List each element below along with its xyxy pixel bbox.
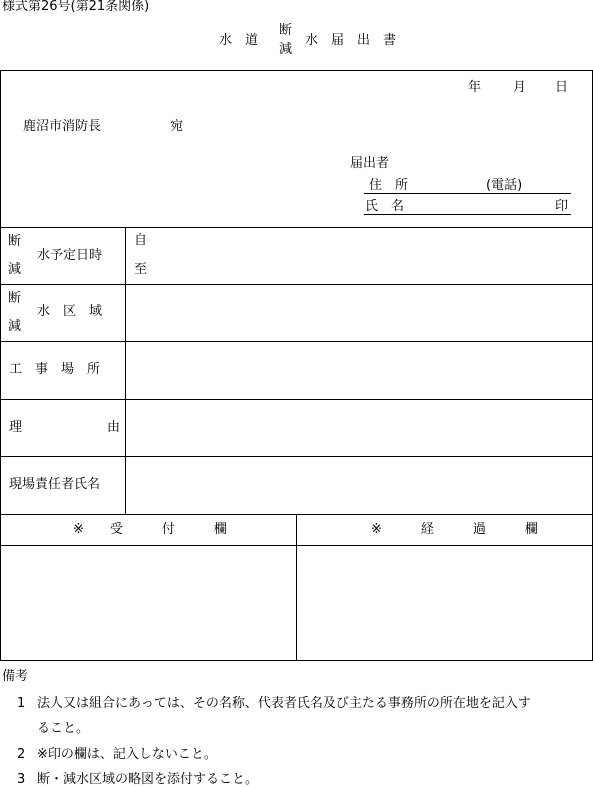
schedule-label: 水予定日時: [37, 248, 103, 263]
title-upper-char: 断: [279, 23, 293, 38]
recipient: 鹿沼市消防長: [23, 119, 102, 134]
note-text: ※印の欄は、記入しないこと。: [37, 747, 217, 762]
note-text: ること。: [37, 721, 90, 736]
reason-label-right: 由: [107, 420, 121, 435]
recipient-suffix: 宛: [170, 119, 184, 134]
note-number: 2: [17, 747, 26, 762]
note-text: 法人又は組合にあっては、その名称、代表者氏名及び主たる事務所の所在地を記入す: [37, 696, 531, 711]
note-number: 3: [17, 772, 26, 787]
address-underline: [364, 193, 571, 194]
area-label: 水 区 域: [37, 304, 103, 319]
schedule-upper-char: 断: [8, 234, 22, 249]
title-lower-char: 減: [279, 42, 293, 57]
area-lower-char: 減: [8, 319, 22, 334]
notes-heading: 備考: [2, 669, 29, 684]
schedule-from-label: 自: [134, 233, 148, 248]
name-underline: [364, 214, 571, 215]
reception-column-header: ※ 受 付 欄: [73, 522, 227, 537]
applicant-label: 届出者: [350, 156, 390, 171]
date-day-label: 日: [555, 80, 569, 95]
name-label: 氏 名: [365, 199, 405, 214]
title-right: 水 届 出 書: [305, 33, 397, 48]
progress-column-header: ※ 経 過 欄: [371, 522, 538, 537]
note-text: 断・減水区域の略図を添付すること。: [37, 772, 259, 787]
area-upper-char: 断: [8, 291, 22, 306]
form-number: 様式第26号(第21条関係): [2, 0, 150, 14]
phone-label: (電話): [486, 178, 523, 193]
title-left: 水 道: [219, 33, 259, 48]
seal-mark: 印: [555, 199, 569, 214]
date-month-label: 月: [513, 80, 527, 95]
note-number: 1: [17, 696, 26, 711]
date-year-label: 年: [468, 80, 482, 95]
site-label: 工 事 場 所: [9, 362, 101, 377]
reason-label-left: 理: [9, 420, 23, 435]
schedule-lower-char: 減: [8, 262, 22, 277]
address-label: 住 所: [369, 178, 409, 193]
manager-label: 現場責任者氏名: [9, 477, 101, 492]
schedule-to-label: 至: [134, 262, 148, 277]
